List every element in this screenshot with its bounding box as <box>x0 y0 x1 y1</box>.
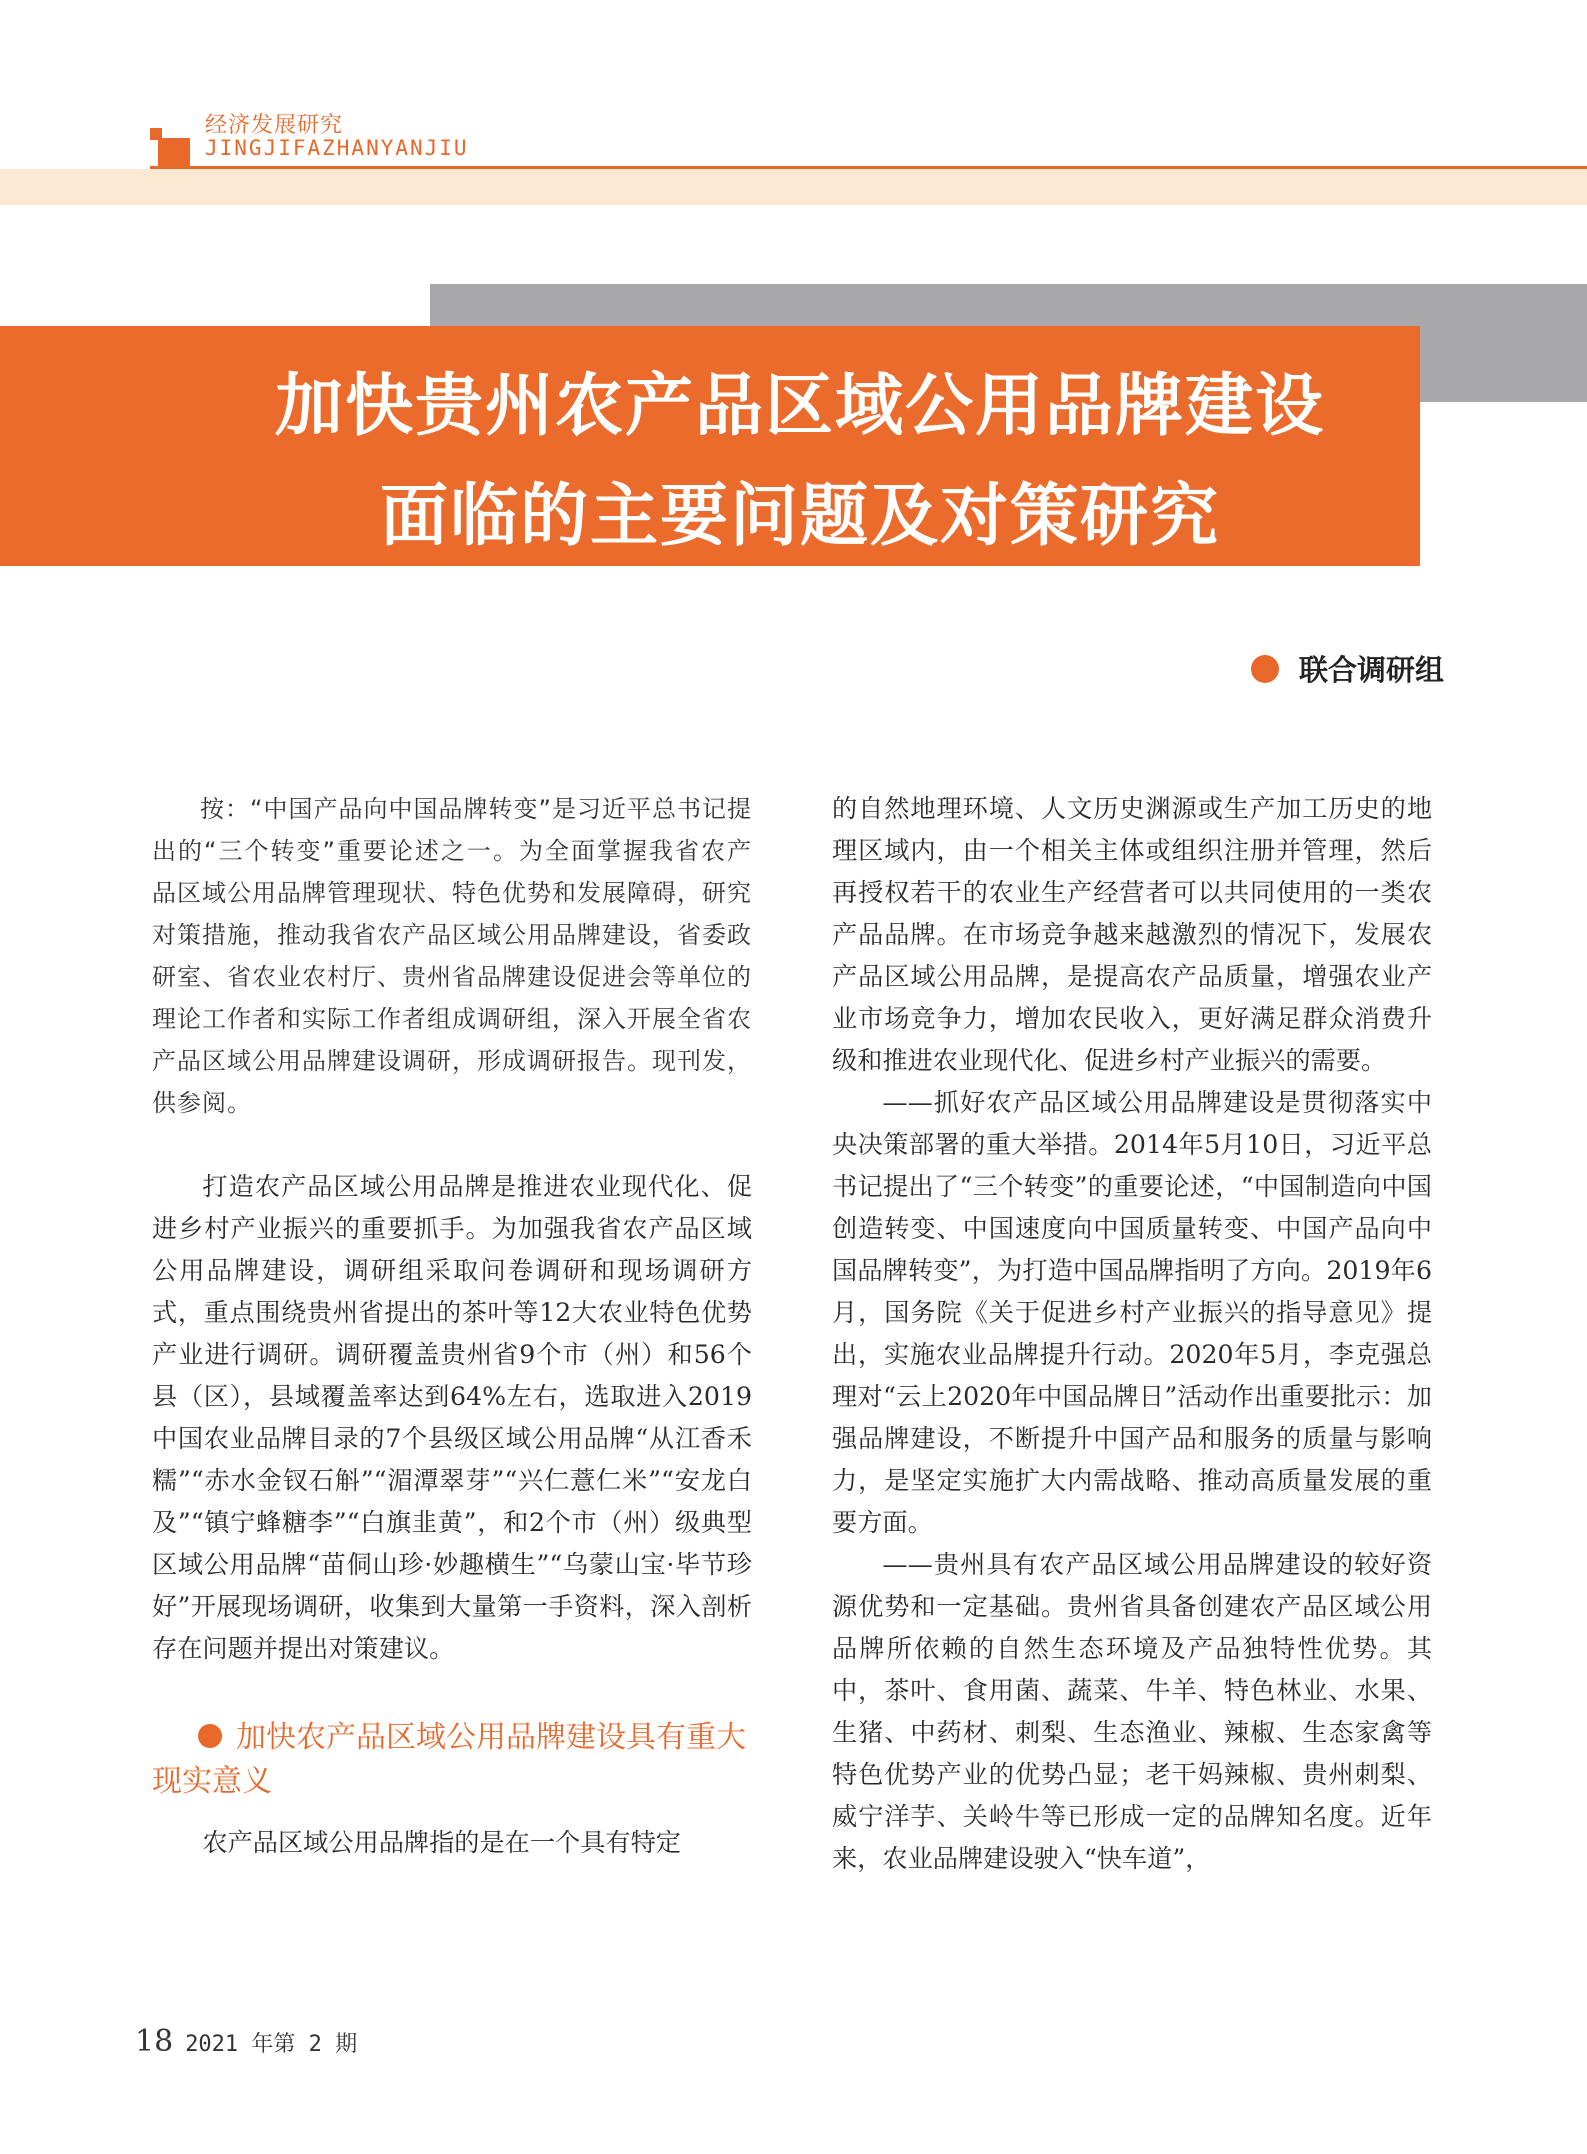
author-byline <box>1251 648 1444 689</box>
paragraph-guizhou-advantages: ——贵州具有农产品区域公用品牌建设的较好资源优势和一定基础。贵州省具备创建农产品区域公用品牌所依赖的自然生态环境及产品独特性优势。其中，茶叶、食用菌、蔬菜、牛羊、特色林业、水果、生猪、中药材、刺梨、生态渔业、辣椒、生态家禽等特色优势产业的优势凸显；老干妈辣椒、贵州刺梨、威宁洋芋、关岭牛等已形成一定的品牌知名度。近年来，农业品牌建设驶入“快车道”， <box>832 1550 1432 1873</box>
article-title-line1: 加快贵州农产品区域公用品牌建设 <box>274 366 1325 446</box>
page-number: 18 <box>135 2024 174 2059</box>
section-heading-text: 加快农产品区域公用品牌建设具有重大现实意义 <box>152 1720 746 1799</box>
author-name: 联合调研组 <box>1298 653 1444 687</box>
paragraph-central-policy: ——抓好农产品区域公用品牌建设是贯彻落实中央决策部署的重大举措。2014年5月10日，习近平总书记提出了“三个转变”的重要论述，“中国制造向中国创造转变、中国速度向中国质量转变、中国产品向中国品牌转变”，为打造中国品牌指明了方向。2019年6月，国务院《关于促进乡村产业振兴的指导意见》提出，实施农业品牌提升行动。2020年5月，李克强总理对“云上2020年中国品牌日”活动作出重要批示：加强品牌建设，不断提升中国产品和服务的质量与影响力，是坚定实施扩大内需战略、推动高质量发展的重要方面。 <box>832 1088 1432 1537</box>
article-title-line2: 面临的主要问题及对策研究 <box>379 476 1220 556</box>
section-paragraph-start: 农产品区域公用品牌指的是在一个具有特定 <box>202 1828 681 1857</box>
left-column <box>152 788 752 1864</box>
issue-label: 2021 年第 2 期 <box>185 2032 358 2057</box>
right-column <box>832 788 1432 1880</box>
section-bullet-icon <box>198 1724 222 1748</box>
intro-paragraph: 打造农产品区域公用品牌是推进农业现代化、促进乡村产业振兴的重要抓手。为加强我省农产品区域公用品牌建设，调研组采取问卷调研和现场调研方式，重点围绕贵州省提出的茶叶等12大农业特色优势产业进行调研。调研覆盖贵州省9个市（州）和56个县（区），县域覆盖率达到64%左右，选取进入2019中国农业品牌目录的7个县级区域公用品牌“从江香禾糯”“赤水金钗石斛”“湄潭翠芽”“兴仁薏仁米”“安龙白及”“镇宁蜂糖李”“白旗韭黄”，和2个市（州）级典型区域公用品牌“苗侗山珍·妙趣横生”“乌蒙山宝·毕节珍好”开展现场调研，收集到大量第一手资料，深入剖析存在问题并提出对策建议。 <box>152 1172 752 1663</box>
journal-name-cn: 经济发展研究 <box>205 113 344 138</box>
journal-logo <box>150 112 192 168</box>
header-band <box>0 169 1587 205</box>
journal-name-en: JINGJIFAZHANYANJIU <box>205 136 469 160</box>
bullet-dot-icon <box>1251 655 1279 683</box>
page-footer <box>135 2024 357 2059</box>
section-heading <box>152 1716 752 1804</box>
editor-note: 按：“中国产品向中国品牌转变”是习近平总书记提出的“三个转变”重要论述之一。为全面掌握我省农产品区域公用品牌管理现状、特色优势和发展障碍，研究对策措施，推动我省农产品区域公用品牌建设，省委政研室、省农业农村厅、贵州省品牌建设促进会等单位的理论工作者和实际工作者组成调研组，深入开展全省农产品区域公用品牌建设调研，形成调研报告。现刊发，供参阅。 <box>152 795 752 1117</box>
paragraph-continued: 的自然地理环境、人文历史渊源或生产加工历史的地理区域内，由一个相关主体或组织注册并管理，然后再授权若干的农业生产经营者可以共同使用的一类农产品品牌。在市场竞争越来越激烈的情况下，发展农产品区域公用品牌，是提高农产品质量，增强农业产业市场竞争力，增加农民收入，更好满足群众消费升级和推进农业现代化、促进乡村产业振兴的需要。 <box>832 794 1432 1075</box>
